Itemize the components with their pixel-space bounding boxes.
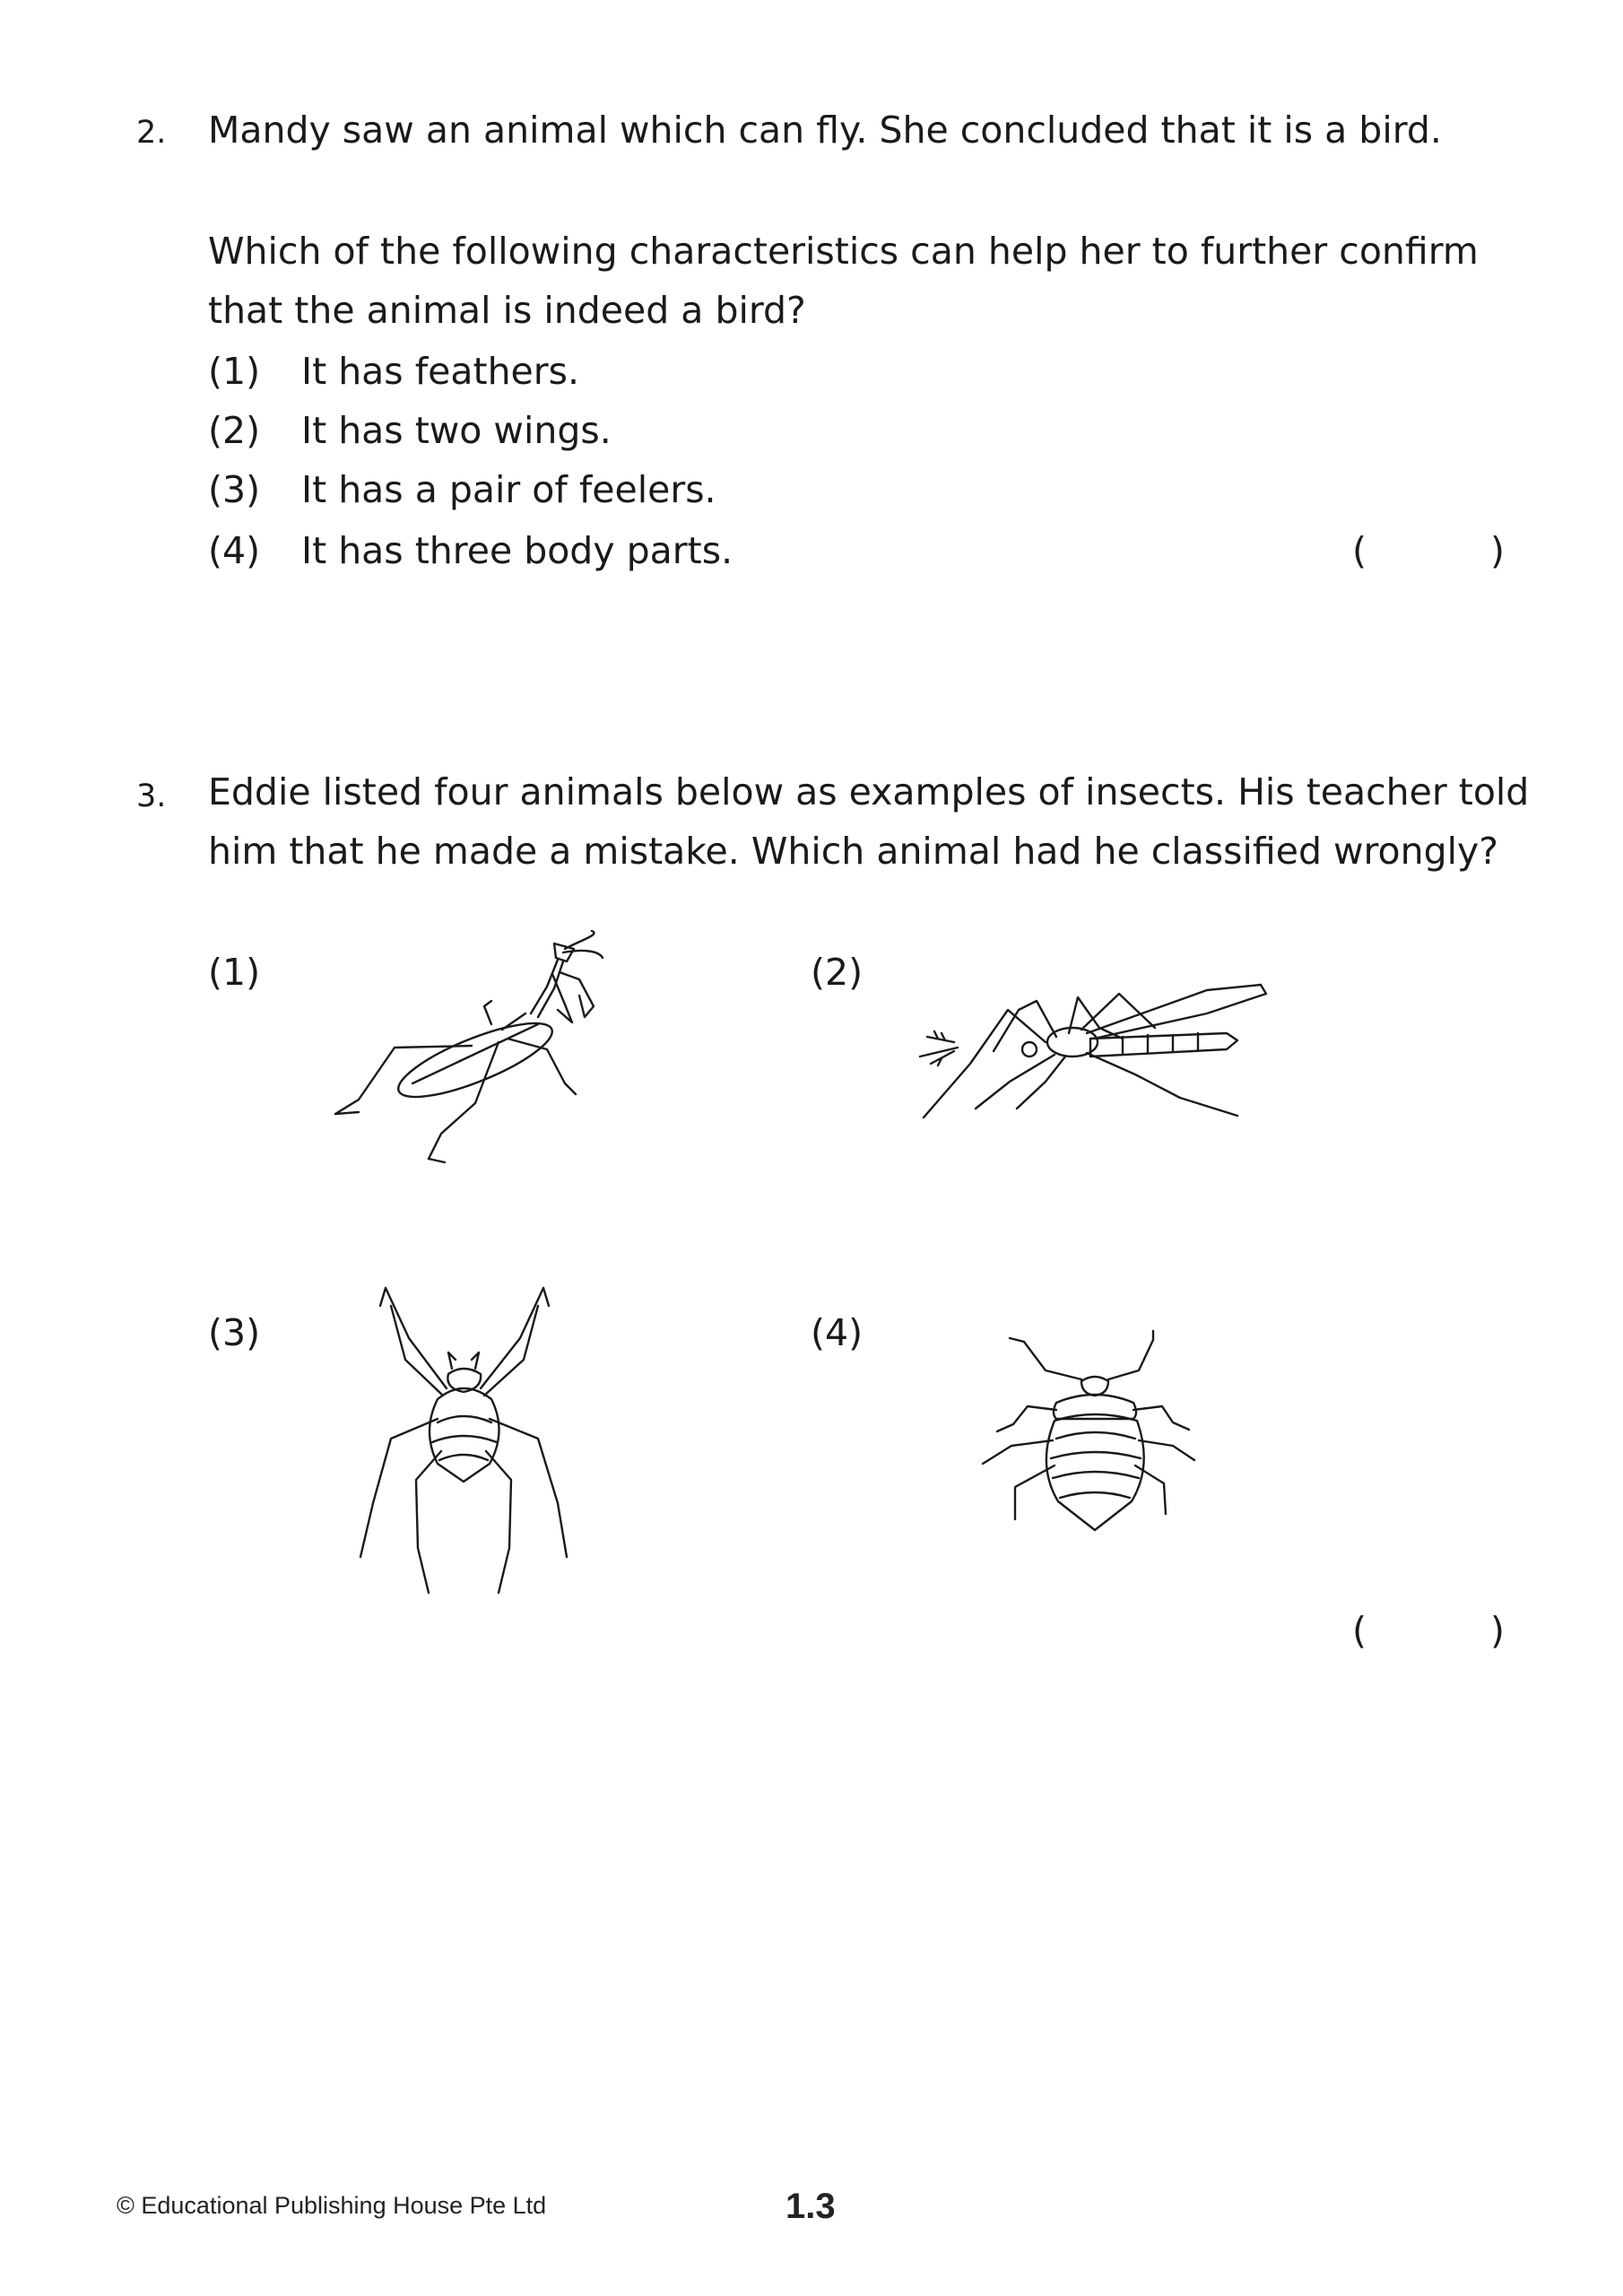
option-label: (4) [208, 529, 261, 572]
option-text: It has three body parts. [301, 529, 733, 572]
option-label: (1) [208, 951, 261, 994]
bedbug-icon [974, 1331, 1198, 1537]
answer-bracket-open[interactable]: ( [1352, 1609, 1367, 1652]
option-label: (3) [208, 468, 261, 511]
answer-bracket-close[interactable]: ) [1490, 529, 1505, 572]
question-number: 3. [136, 778, 167, 814]
option-text: It has two wings. [301, 409, 612, 452]
answer-bracket-close[interactable]: ) [1490, 1609, 1505, 1652]
mosquito-icon [911, 974, 1270, 1126]
copyright-footer: © Educational Publishing House Pte Ltd [117, 2192, 547, 2219]
question-prompt-line-1: Which of the following characteristics can help her to further confirm [208, 230, 1479, 273]
question-stem: Mandy saw an animal which can fly. She concluded that it is a bird. [208, 109, 1442, 152]
question-stem-line-2: him that he made a mistake. Which animal had he classified wrongly? [208, 830, 1499, 873]
praying-mantis-icon [296, 924, 601, 1166]
option-label: (4) [811, 1311, 864, 1354]
question-stem-line-1: Eddie listed four animals below as examples of insects. His teacher told [208, 770, 1530, 813]
spider-icon [355, 1288, 579, 1593]
option-label: (2) [208, 409, 261, 452]
option-text: It has a pair of feelers. [301, 468, 716, 511]
option-label: (2) [811, 951, 864, 994]
answer-bracket-open[interactable]: ( [1352, 529, 1367, 572]
option-label: (1) [208, 350, 261, 393]
question-number: 2. [136, 115, 167, 151]
question-prompt-line-2: that the animal is indeed a bird? [208, 289, 806, 332]
option-label: (3) [208, 1311, 261, 1354]
option-text: It has feathers. [301, 350, 580, 393]
page-number: 1.3 [785, 2187, 836, 2226]
